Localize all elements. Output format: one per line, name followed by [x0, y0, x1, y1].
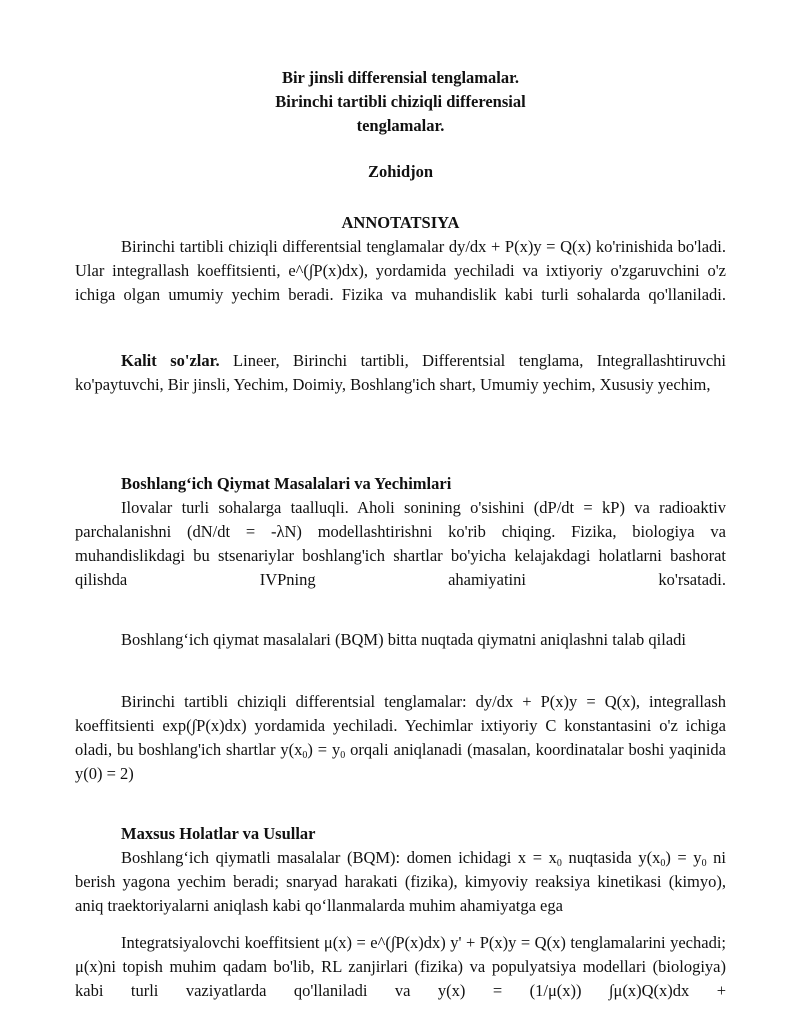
section2-paragraph-1-text-d: ni berish yagona yechim beradi; snaryad harakati (fizika), kimyoviy reaksiya kinetikasi (kimyo), aniq traektoriyalarni aniqlash kabi qo‘llanmalarda muhim ahamiyatga ega	[75, 848, 726, 915]
subscript: 0	[302, 750, 308, 761]
section1-paragraph-2-text: Boshlang‘ich qiymat masalalari (BQM) bitta nuqtada qiymatni aniqlashni talab qiladi	[121, 630, 686, 649]
subscript: 0	[556, 858, 562, 869]
subscript: 0	[701, 858, 707, 869]
subscript: 0	[340, 750, 346, 761]
keywords-paragraph	[75, 349, 726, 397]
keywords-label: Kalit so'zlar.	[121, 351, 220, 370]
section-heading-special-cases: Maxsus Holatlar va Usullar	[121, 824, 316, 843]
annotation-paragraph	[75, 235, 726, 307]
keywords-text: Lineer, Birinchi tartibli, Differentsial tenglama, Integrallashtiruvchi ko'paytuvchi, Bir jinsli, Yechim, Doimiy, Boshlang'ich shart, Umumiy yechim, Xususiy yechim,	[75, 351, 726, 394]
title-line-1: Bir jinsli differensial tenglamalar.	[281, 68, 520, 87]
annotation-heading: ANNOTATSIYA	[341, 213, 460, 232]
section-heading-initial-value-problems: Boshlang‘ich Qiymat Masalalari va Yechimlari	[121, 474, 452, 493]
section1-paragraph-2	[75, 628, 726, 652]
title-line-3: tenglamalar.	[356, 116, 445, 135]
section2-paragraph-1-text-a: Boshlang‘ich qiymatli masalalar (BQM): domen ichidagi x = x	[121, 848, 557, 867]
document-title	[75, 66, 726, 138]
section2-paragraph-1	[75, 846, 726, 918]
section1-paragraph-1	[75, 496, 726, 592]
section2-paragraph-1-text-b: nuqtasida y(x	[561, 848, 661, 867]
section2-paragraph-2-text: Integratsiyalovchi koeffitsient μ(x) = e^(∫P(x)dx) y' + P(x)y = Q(x) tenglamalarini yechadi; μ(x)ni topish muhim qadam bo'lib, RL zanjirlari (fizika) va populyatsiya modellari (biologiya) kabi turli vaziyatlarda qo'llaniladi va y(x) = (1/μ(x)) ∫μ(x)Q(x)dx +	[75, 933, 726, 1000]
section2-paragraph-1-text-c: ) = y	[665, 848, 702, 867]
section2-paragraph-2	[75, 931, 726, 1003]
section1-paragraph-3-text-b: ) = y	[307, 740, 341, 759]
section1-paragraph-3-text-c: orqali aniqlanadi (masalan, koordinatalar boshi yaqinida y(0) = 2)	[75, 740, 726, 783]
subscript: 0	[660, 858, 666, 869]
section1-paragraph-3-text-a: Birinchi tartibli chiziqli differentsial tenglamalar: dy/dx + P(x)y = Q(x), integrallash koeffitsienti exp(∫P(x)dx) yordamida yechiladi. Yechimlar ixtiyoriy C konstantasini o'z ichiga oladi, bu boshlang'ich shartlar y(x	[75, 692, 726, 759]
section1-paragraph-3	[75, 690, 726, 786]
author-name: Zohidjon	[367, 162, 434, 181]
title-line-2: Birinchi tartibli chiziqli differensial	[275, 92, 526, 111]
section1-paragraph-1-text: Ilovalar turli sohalarga taalluqli. Aholi sonining o'sishini (dP/dt = kP) va radioaktiv parchalanishni (dN/dt = -λN) modellashtirishni ko'rib chiqing. Fizika, biologiya va muhandislikdagi bu stsenariylar boshlang'ich shartlar bo'yicha kelajakdagi holatlarni bashorat qilishda IVPning ahamiyatini ko'rsatadi.	[75, 498, 726, 589]
annotation-text: Birinchi tartibli chiziqli differentsial tenglamalar dy/dx + P(x)y = Q(x) ko'rinishida bo'ladi. Ular integrallash koeffitsienti, e^(∫P(x)dx), yordamida yechiladi va ixtiyoriy o'zgaruvchini o'z ichiga olgan umumiy yechim beradi. Fizika va muhandislik kabi turli sohalarda qo'llaniladi.	[75, 237, 726, 304]
